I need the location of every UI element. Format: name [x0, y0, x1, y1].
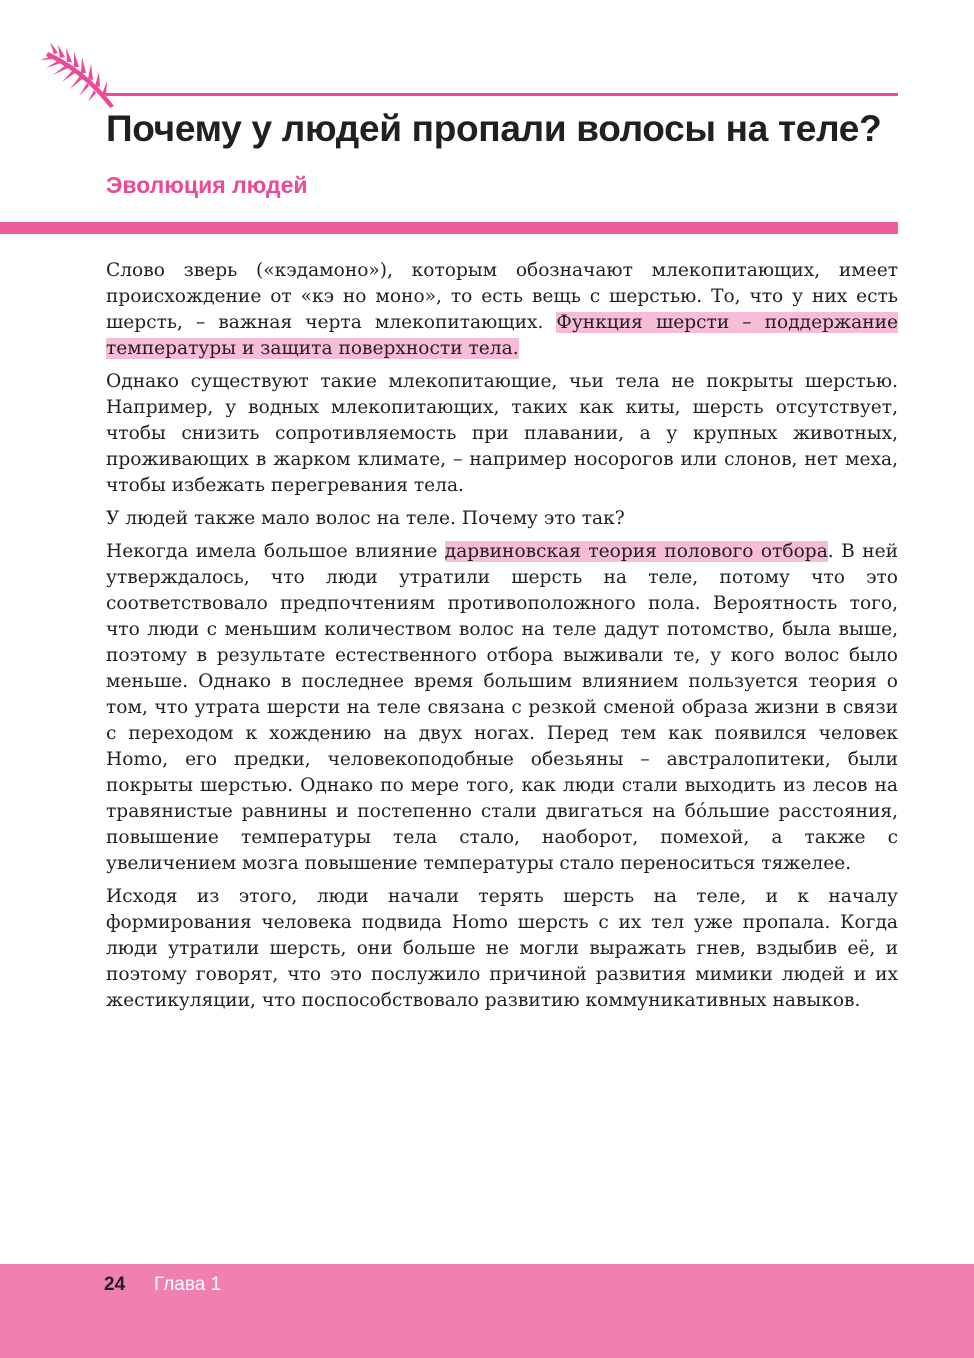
page-title: Почему у людей пропали волосы на теле? [106, 108, 882, 149]
header-divider-bar [0, 222, 898, 234]
paragraph-1-text: Слово зверь («кэдамоно»), которым обозначают млекопитающих, имеет происхождение от «кэ но моно», то есть вещь с шерстью. То, что у них есть шерсть, – важная черта млекопитающих. [106, 260, 898, 333]
highlight-darwin-theory: дарвиновская теория полового отбора [444, 541, 828, 562]
section-subtitle: Эволюция людей [106, 172, 308, 198]
paragraph-1 [106, 258, 898, 362]
highlight-fur-function: Функция шерсти – поддержание температуры и защита поверхности тела. [106, 312, 898, 359]
paragraph-4 [106, 539, 898, 877]
paragraph-5: Исходя из этого, люди начали терять шерсть на теле, и к началу формирования человека подвида Homo шерсть с их тел уже пропала. Когда люди утратили шерсть, они больше не могли выражать гнев, вздыбив её, и поэтому говорят, что это послужило причиной развития мимики людей и их жестикуляции, что поспособствовало развитию коммуникативных навыков. [106, 886, 898, 1011]
paragraph-4-rest: . В ней утверждалось, что люди утратили шерсть на теле, потому что это соответствовало предпочтениям противоположного пола. Вероятность того, что люди с меньшим количеством волос на теле дадут потомство, была выше, поэтому в результате естественного отбора выживали те, у кого волос было меньше. Однако в последнее время большим влиянием пользуется теория о том, что утрата шерсти на теле связана с резкой сменой образа жизни в связи с переходом к хождению на двух ногах. Перед тем как появился человек Homo, его предки, человекоподобные обезьяны – австралопитеки, были покрыты шерстью. Однако по мере того, как люди стали выходить из лесов на травянистые равнины и постепенно стали двигаться на бóльшие расстояния, повышение температуры тела стало, наоборот, помехой, а также с увеличением мозга повышение температуры стало переноситься тяжелее. [106, 541, 898, 874]
top-rule [106, 93, 898, 96]
paragraph-3: У людей также мало волос на теле. Почему это так? [106, 508, 625, 529]
page-number: 24 [104, 1274, 126, 1295]
paragraph-4-lead: Некогда имела большое влияние [106, 541, 445, 562]
paragraph-2: Однако существуют такие млекопитающие, чьи тела не покрыты шерстью. Например, у водных млекопитающих, таких как киты, шерсть отсутствует, чтобы снизить сопротивляемость при плавании, а у крупных животных, проживающих в жарком климате, – например носорогов или слонов, нет меха, чтобы избежать перегревания тела. [106, 371, 898, 496]
article-body [106, 258, 898, 1021]
fern-leaf-icon [40, 40, 120, 110]
chapter-label: Глава 1 [154, 1274, 222, 1295]
footer-band [0, 1264, 974, 1358]
